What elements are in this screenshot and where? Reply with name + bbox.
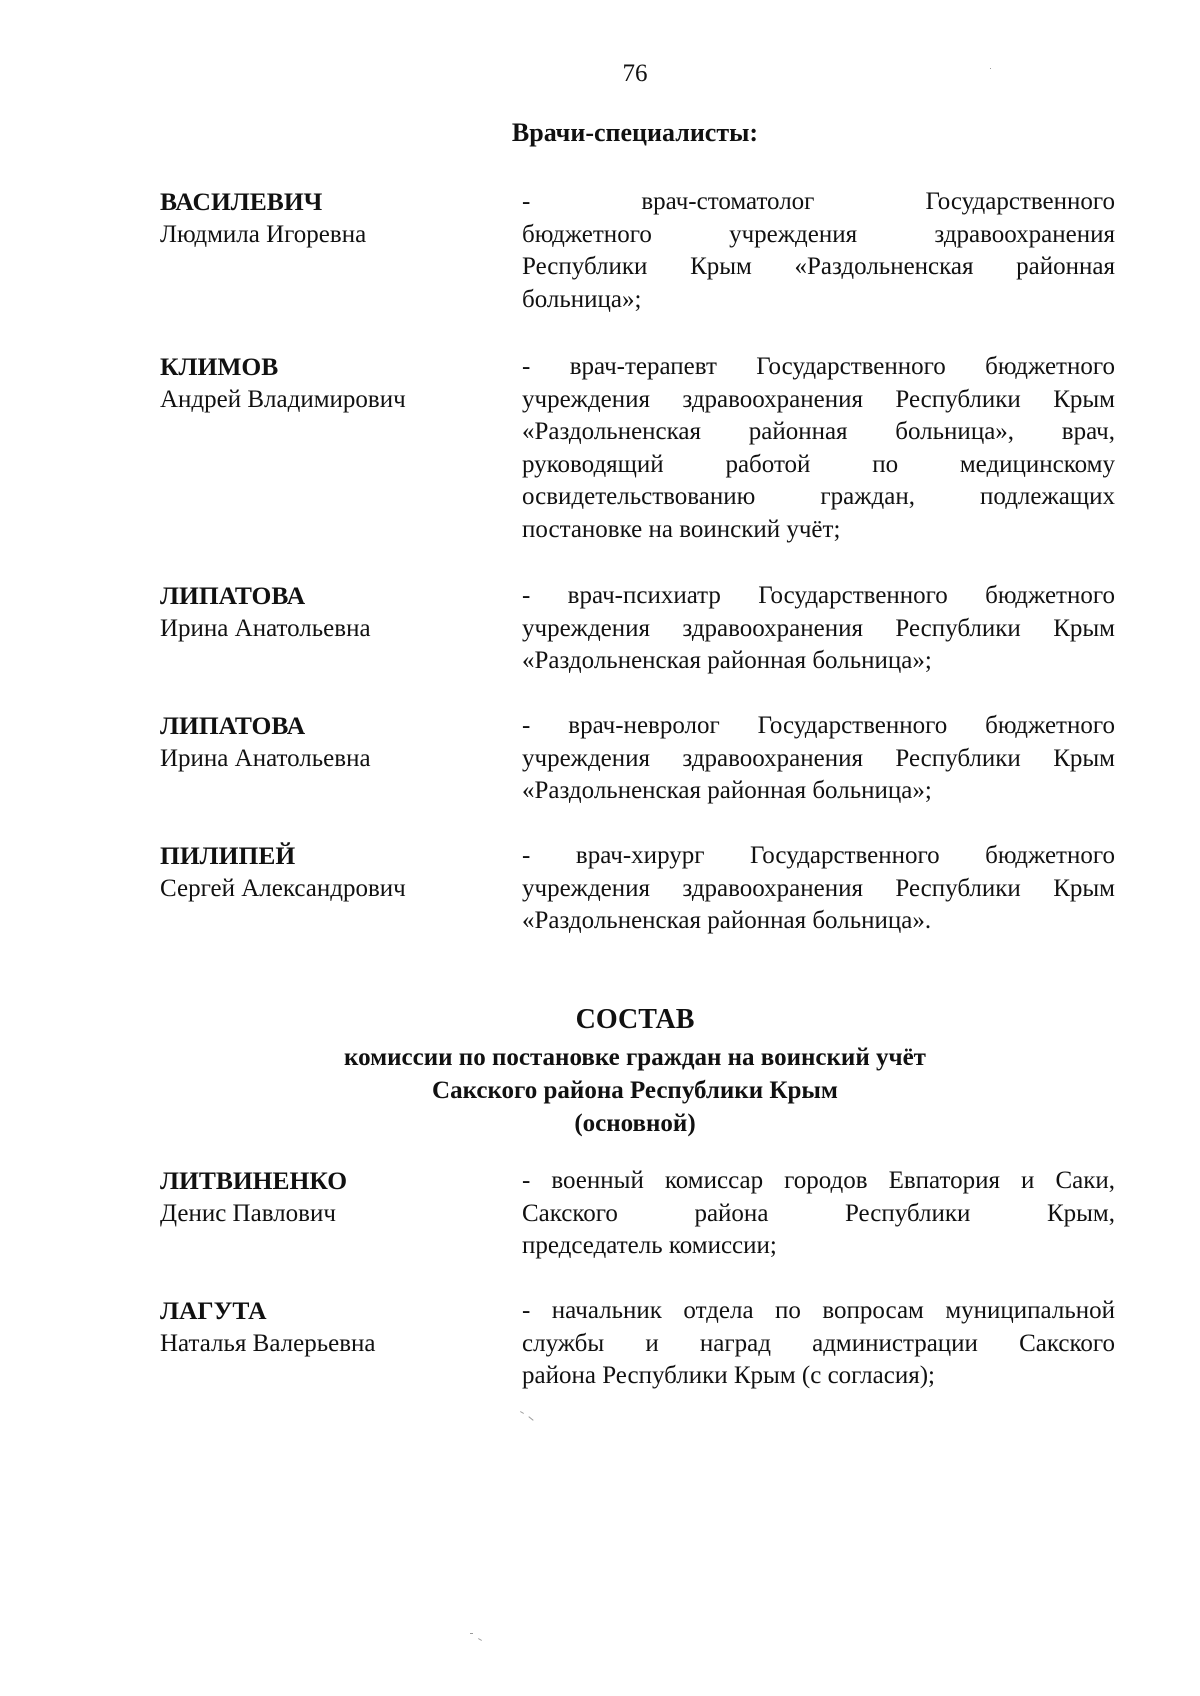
role-line: Сакского района Республики Крым, bbox=[522, 1199, 1115, 1227]
given-name: Денис Павлович bbox=[160, 1199, 336, 1227]
role-line: учреждения здравоохранения Республики Крым bbox=[522, 744, 1115, 772]
role-line: руководящий работой по медицинскому bbox=[522, 450, 1115, 478]
person-name bbox=[160, 1295, 490, 1360]
role-line: «Раздольненская районная больница». bbox=[522, 907, 932, 934]
surname: ЛИТВИНЕНКО bbox=[160, 1166, 348, 1195]
person-name bbox=[160, 351, 490, 416]
position-description bbox=[522, 351, 1115, 546]
composition-title: СОСТАВ bbox=[575, 1004, 695, 1035]
role-line: службы и наград администрации Сакского bbox=[522, 1329, 1115, 1357]
given-name: Андрей Владимирович bbox=[160, 385, 406, 413]
person-name bbox=[160, 186, 490, 251]
role-line: района Республики Крым (с согласия); bbox=[522, 1362, 935, 1389]
person-name bbox=[160, 580, 490, 645]
role-line: освидетельствованию граждан, подлежащих bbox=[522, 483, 1115, 510]
composition-subtitle: (основной) bbox=[574, 1110, 696, 1137]
role-line: больница»; bbox=[522, 285, 642, 313]
role-line: - врач-хирург Государственного бюджетного bbox=[522, 842, 1115, 869]
role-line: учреждения здравоохранения Республики Крым bbox=[522, 874, 1115, 902]
role-line: бюджетного учреждения здравоохранения bbox=[522, 220, 1115, 248]
page-number: 76 bbox=[622, 60, 648, 87]
scan-artifact bbox=[470, 1633, 473, 1634]
scan-artifact bbox=[478, 1638, 482, 1641]
given-name: Ирина Анатольевна bbox=[160, 744, 371, 772]
person-name bbox=[160, 840, 490, 905]
role-line: - врач-терапевт Государственного бюджетного bbox=[522, 353, 1115, 380]
given-name: Ирина Анатольевна bbox=[160, 614, 371, 642]
surname: ЛАГУТА bbox=[160, 1296, 267, 1325]
person-name bbox=[160, 1165, 490, 1230]
role-line: - врач-стоматолог Государственного bbox=[522, 188, 1115, 215]
surname: ЛИПАТОВА bbox=[160, 581, 306, 610]
position-description bbox=[522, 1165, 1115, 1263]
role-line: «Раздольненская районная больница»; bbox=[522, 777, 932, 804]
role-line: учреждения здравоохранения Республики Крым bbox=[522, 385, 1115, 413]
role-line: постановке на воинский учёт; bbox=[522, 515, 841, 543]
position-description bbox=[522, 710, 1115, 808]
scan-artifact bbox=[528, 1416, 533, 1421]
surname: ПИЛИПЕЙ bbox=[160, 841, 296, 870]
position-description bbox=[522, 1295, 1115, 1393]
given-name: Людмила Игоревна bbox=[160, 220, 367, 248]
composition-subtitle: Сакского района Республики Крым bbox=[432, 1077, 838, 1104]
role-line: «Раздольненская районная больница»; bbox=[522, 647, 932, 674]
position-description bbox=[522, 840, 1115, 938]
section-heading: Врачи-специалисты: bbox=[511, 118, 759, 147]
role-line: Республики Крым «Раздольненская районная bbox=[522, 253, 1115, 280]
role-line: - врач-психиатр Государственного бюджетного bbox=[522, 582, 1115, 609]
role-line: председатель комиссии; bbox=[522, 1232, 777, 1259]
role-line: «Раздольненская районная больница», врач, bbox=[522, 418, 1115, 445]
role-line: - начальник отдела по вопросам муниципальной bbox=[522, 1297, 1115, 1324]
role-line: учреждения здравоохранения Республики Крым bbox=[522, 614, 1115, 642]
position-description bbox=[522, 580, 1115, 678]
given-name: Наталья Валерьевна bbox=[160, 1329, 376, 1357]
surname: ВАСИЛЕВИЧ bbox=[160, 187, 323, 216]
composition-subtitle: комиссии по постановке граждан на воинский учёт bbox=[344, 1044, 926, 1071]
role-line: - военный комиссар городов Евпатория и Саки, bbox=[522, 1167, 1115, 1194]
given-name: Сергей Александрович bbox=[160, 874, 406, 902]
scan-artifact bbox=[990, 68, 991, 69]
person-name bbox=[160, 710, 490, 775]
surname: КЛИМОВ bbox=[160, 352, 279, 381]
scan-artifact bbox=[520, 1411, 524, 1414]
role-line: - врач-невролог Государственного бюджетного bbox=[522, 712, 1115, 739]
position-description bbox=[522, 186, 1115, 316]
surname: ЛИПАТОВА bbox=[160, 711, 306, 740]
